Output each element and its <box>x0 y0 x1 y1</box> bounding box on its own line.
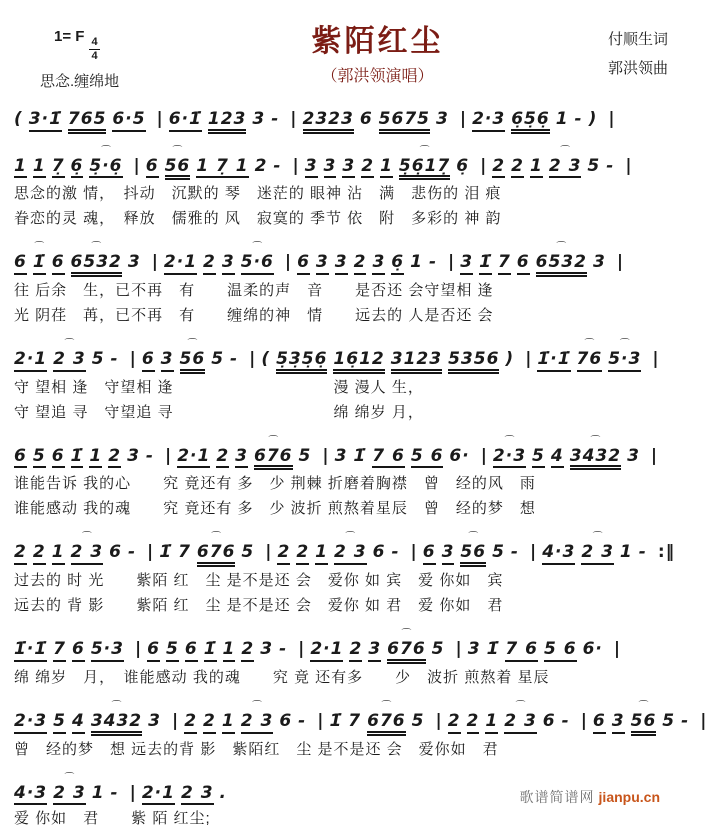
note-token: 2 <box>241 640 254 662</box>
barline: | <box>652 350 659 369</box>
note-token: :‖ <box>658 543 675 562</box>
note-token: 2 <box>203 253 216 275</box>
note-token: 2·1 <box>14 350 47 372</box>
note-token: - <box>111 784 119 803</box>
lyrics-line: 谁能感动 我的魂 究 竟还有 多 少 波折 煎熬着星辰 曾 经的梦 想 <box>14 497 668 520</box>
slur-arc: ⌒ <box>381 701 391 712</box>
slur-arc: ⌒ <box>420 146 430 157</box>
note-token: 2 <box>108 447 121 469</box>
barline: | <box>165 447 172 466</box>
barline: | <box>456 640 463 659</box>
note-token: 7 6 <box>372 447 405 469</box>
note-token: 2 <box>216 447 229 469</box>
note-token: 1̇·1̇ <box>537 350 570 372</box>
barline: | <box>147 543 154 562</box>
note-token: 3 <box>324 157 337 179</box>
note-token: 6 <box>593 712 606 734</box>
note-token: 3 <box>260 640 273 659</box>
note-token: 76 ⌒ <box>577 350 603 372</box>
note-token: 6532 ⌒ <box>71 253 122 277</box>
barline: | <box>130 784 137 803</box>
notes-row <box>14 339 668 374</box>
note-token: 5 <box>492 543 505 562</box>
note-token: 6 <box>147 640 160 662</box>
note-token: 676 ⌒ <box>387 640 426 664</box>
slur-arc: ⌒ <box>590 436 600 447</box>
note-token: 6 <box>297 253 310 275</box>
time-signature-top: 4 <box>89 37 99 50</box>
notes-row <box>14 629 668 664</box>
note-token: ) <box>505 350 514 369</box>
note-token: 1 <box>485 712 498 734</box>
site-url: jianpu.cn <box>599 789 660 805</box>
note-token: - <box>279 640 287 659</box>
header-left <box>14 16 179 91</box>
slur-arc: ⌒ <box>556 242 566 253</box>
notation-system <box>14 532 668 617</box>
barline: | <box>172 712 179 731</box>
note-token: - <box>639 543 647 562</box>
note-token: 2 <box>492 157 505 179</box>
note-token: 6532 ⌒ <box>536 253 587 277</box>
note-token: 6·1̇ <box>169 110 202 132</box>
slur-arc: ⌒ <box>111 701 121 712</box>
note-token: 5 <box>587 157 600 176</box>
note-token: 765 <box>68 110 107 134</box>
note-token: 6 <box>72 640 85 662</box>
note-token: 6·5 <box>112 110 145 132</box>
note-token: 2323 <box>303 110 354 134</box>
note-token: 3 <box>468 640 481 659</box>
note-token: - <box>271 110 279 129</box>
barline: | <box>448 253 455 272</box>
note-token: - <box>128 543 136 562</box>
lyrics-line: 往 后余 生，已不再 有 温柔的声 音 是否还 会守望相 逢 <box>14 279 668 302</box>
note-token: 5 <box>166 640 179 662</box>
notation-system <box>14 242 668 327</box>
note-token: - <box>391 543 399 562</box>
note-token: 1̇ <box>479 253 492 275</box>
note-token: 6 <box>146 157 159 179</box>
note-token: 3 <box>460 253 473 275</box>
lyrics-line: 守 望追 寻 守望追 寻 绵 绵岁 月， <box>14 401 668 424</box>
lyrics-line: 谁能告诉 我的心 究 竟还有 多 少 荆棘 折磨着胸襟 曾 经的风 雨 <box>14 472 668 495</box>
slur-arc: ⌒ <box>593 532 603 543</box>
note-token: 2 3 ⌒ <box>53 784 86 806</box>
note-token: 2 3 <box>181 784 214 806</box>
key-signature <box>14 28 179 62</box>
slur-arc: ⌒ <box>252 701 262 712</box>
lyrics-line: 过去的 时 光 紫陌 红 尘 是不是还 会 爱你 如 宾 爱 你如 宾 <box>14 569 668 592</box>
watermark <box>520 787 660 807</box>
slur-arc: ⌒ <box>211 532 221 543</box>
note-token: 4 <box>551 447 564 469</box>
note-token: 1 <box>620 543 633 562</box>
note-token: 3432 ⌒ <box>91 712 142 736</box>
note-token: 2 3 ⌒ <box>334 543 367 565</box>
notation-system <box>14 339 668 424</box>
note-token: - <box>681 712 689 731</box>
note-token: 3 <box>127 447 140 466</box>
note-token: 5 <box>412 712 425 731</box>
note-token: 6̣ <box>456 157 469 176</box>
slur-arc: ⌒ <box>560 146 570 157</box>
note-token: 3 <box>335 253 348 275</box>
note-token: 2·1 <box>310 640 343 662</box>
slur-arc: ⌒ <box>172 146 182 157</box>
barline: | <box>285 253 292 272</box>
note-token: 2 3 ⌒ <box>71 543 104 565</box>
barline: | <box>134 157 141 176</box>
note-token: 1 <box>89 447 102 469</box>
notes-row <box>14 701 668 736</box>
note-token: 5 <box>532 447 545 469</box>
note-token: 1 <box>92 784 105 803</box>
note-token: 5·6 ⌒ <box>241 253 274 275</box>
note-token: 4·3 <box>542 543 575 565</box>
slur-arc: ⌒ <box>620 339 630 350</box>
lyrics-line: 眷恋的灵 魂， 释放 儒雅的 风 寂寞的 季节 依 附 多彩的 神 韵 <box>14 207 668 230</box>
note-token: 3 <box>235 447 248 469</box>
time-signature <box>89 37 99 62</box>
lyrics-line: 绵 绵岁 月， 谁能感动 我的魂 究 竟 还有多 少 波折 煎熬着 星辰 <box>14 666 668 689</box>
header-credits <box>576 16 668 83</box>
barline: | <box>700 712 707 731</box>
note-token: 1 <box>530 157 543 179</box>
note-token: 5 <box>211 350 224 369</box>
note-token: 6 <box>52 253 65 275</box>
note-token: 7 <box>178 543 191 562</box>
barline: | <box>298 640 305 659</box>
note-token: 56 ⌒ <box>165 157 191 181</box>
barline: | <box>317 712 324 731</box>
note-token: 5 <box>432 640 445 659</box>
note-token: 3 <box>436 110 449 129</box>
slur-arc: ⌒ <box>638 701 648 712</box>
note-token: 3 <box>128 253 141 272</box>
note-token: 6 <box>543 712 556 731</box>
note-token: 7 <box>53 640 66 662</box>
note-token: 5356 <box>448 350 499 374</box>
note-token: 2·1 <box>177 447 210 469</box>
note-token: 6 <box>423 543 436 565</box>
lyrics-line: 爱 你如 君 紫 陌 红尘; <box>14 807 668 830</box>
performer-subtitle: （郭洪领演唱） <box>179 63 576 86</box>
barline: | <box>435 712 442 731</box>
note-token: 1 <box>14 157 27 179</box>
note-token: 2 <box>448 712 461 734</box>
slur-arc: ⌒ <box>64 339 74 350</box>
slur-arc: ⌒ <box>584 339 594 350</box>
score-body <box>14 99 668 830</box>
slur-arc: ⌒ <box>34 242 44 253</box>
note-token: 3 <box>161 350 174 372</box>
note-token: 2 3 ⌒ <box>241 712 274 734</box>
note-token: ( <box>14 110 23 129</box>
note-token: 676 ⌒ <box>367 712 406 736</box>
note-token: 56 ⌒ <box>631 712 657 736</box>
note-token: - <box>146 447 154 466</box>
note-token: 2 <box>33 543 46 565</box>
note-token: 2 3 ⌒ <box>581 543 614 565</box>
note-token: ) <box>589 110 598 129</box>
barline: | <box>135 640 142 659</box>
note-token: 2·1 <box>164 253 197 275</box>
note-token: 7 6 <box>505 640 538 662</box>
key-label: 1= F <box>54 28 84 45</box>
note-token: 1̇ <box>71 447 84 469</box>
notation-system <box>14 701 668 761</box>
note-token: 6 <box>360 110 373 129</box>
header-center <box>179 16 576 86</box>
note-token: 1 <box>223 640 236 662</box>
note-token: 5675 <box>379 110 430 134</box>
slur-arc: ⌒ <box>82 532 92 543</box>
note-token: 16̣12 <box>333 350 384 374</box>
note-token: 5 <box>33 447 46 469</box>
lyricist-credit: 付顺生词 <box>576 26 668 55</box>
note-token: 3 <box>316 253 329 275</box>
note-token: 1 <box>33 157 46 179</box>
note-token: - <box>298 712 306 731</box>
note-token: 2 <box>277 543 290 565</box>
note-token: 1̇·1̇ <box>14 640 47 662</box>
note-token: 1̇ <box>487 640 500 659</box>
note-token: 2 <box>296 543 309 565</box>
note-token: 1 <box>380 157 393 179</box>
note-token: 3 <box>252 110 265 129</box>
note-token: 2 <box>14 543 27 565</box>
barline: | <box>530 543 537 562</box>
notation-system <box>14 436 668 521</box>
note-token: 3 <box>627 447 640 466</box>
note-token: 56 ⌒ <box>460 543 486 567</box>
song-title: 紫陌红尘 <box>179 16 576 60</box>
note-token: 5 6 <box>544 640 577 662</box>
note-token: 1̇ <box>204 640 217 662</box>
barline: | <box>608 110 615 129</box>
note-token: 1̇ <box>329 712 342 731</box>
note-token: 6 <box>517 253 530 275</box>
note-token: 6̣5̣6̣ <box>511 110 550 134</box>
note-token: 6 <box>142 350 155 372</box>
note-token: 6 <box>373 543 386 562</box>
note-token: 2 <box>203 712 216 734</box>
note-token: 3 <box>612 712 625 734</box>
note-token: 2·3 <box>472 110 505 132</box>
note-token: 2 <box>361 157 374 179</box>
note-token: 1 <box>222 712 235 734</box>
slur-arc: ⌒ <box>252 242 262 253</box>
note-token: 3 <box>372 253 385 275</box>
note-token: 5·3 ⌒ <box>608 350 641 372</box>
note-token: 6· <box>449 447 469 466</box>
note-token: 676 ⌒ <box>254 447 293 471</box>
barline: | <box>130 350 137 369</box>
barline: | <box>525 350 532 369</box>
barline: | <box>581 712 588 731</box>
lyrics-line: 曾 经的梦 想 远去的背 影 紫陌红 尘 是不是还 会 爱你如 君 <box>14 738 668 761</box>
slur-arc: ⌒ <box>468 532 478 543</box>
note-token: 2·3 ⌒ <box>493 447 526 469</box>
slur-arc: ⌒ <box>91 242 101 253</box>
barline: | <box>617 253 624 272</box>
note-token: . <box>220 784 227 803</box>
time-signature-bottom: 4 <box>91 50 97 62</box>
notes-row <box>14 436 668 471</box>
note-token: 3 <box>368 640 381 662</box>
note-token: - <box>606 157 614 176</box>
note-token: 2·1 <box>142 784 175 806</box>
site-name: 歌谱简谱网 <box>520 789 595 805</box>
note-token: 3 <box>342 157 355 179</box>
note-token: 2 <box>349 640 362 662</box>
note-token: 5̣·6̣ ⌒ <box>89 157 122 179</box>
note-token: 1̇ <box>353 447 366 466</box>
note-token: 6 <box>52 447 65 469</box>
note-token: 3·1̇ <box>29 110 62 132</box>
note-token: - <box>429 253 437 272</box>
composer-credit: 郭洪领曲 <box>576 55 668 84</box>
barline: | <box>322 447 329 466</box>
notes-row <box>14 99 668 134</box>
note-token: 1 <box>410 253 423 272</box>
note-token: 4 <box>72 712 85 734</box>
note-token: 2 <box>255 157 268 176</box>
score-header <box>14 16 668 91</box>
note-token: 6̣ <box>391 253 404 275</box>
note-token: 6 <box>185 640 198 662</box>
slur-arc: ⌒ <box>187 339 197 350</box>
barline: | <box>460 110 467 129</box>
note-token: 1 7̣ 1 <box>196 157 248 179</box>
note-token: 2 3 ⌒ <box>504 712 537 734</box>
note-token: ( <box>261 350 270 369</box>
note-token: 3 <box>442 543 455 565</box>
note-token: 4·3 <box>14 784 47 806</box>
lyrics-line: 思念的激 情， 抖动 沉默的 琴 迷茫的 眼神 沾 满 悲伤的 泪 痕 <box>14 182 668 205</box>
note-token: 3123 <box>391 350 442 374</box>
notes-row <box>14 532 668 567</box>
note-token: 5 <box>92 350 105 369</box>
note-token: 676 ⌒ <box>197 543 236 567</box>
note-token: 2·3 <box>14 712 47 734</box>
note-token: 6 <box>14 447 27 469</box>
notation-system <box>14 629 668 689</box>
lyrics-line: 远去的 背 影 紫陌 红 尘 是不是还 会 爱你 如 君 爱 你如 君 <box>14 594 668 617</box>
note-token: 2 <box>184 712 197 734</box>
note-token: - <box>273 157 281 176</box>
lyrics-line: 守 望相 逢 守望相 逢 漫 漫人 生， <box>14 376 668 399</box>
note-token: 5 6 <box>411 447 444 469</box>
note-token: 3 <box>222 253 235 275</box>
note-token: 5 <box>299 447 312 466</box>
barline: | <box>292 157 299 176</box>
barline: | <box>651 447 658 466</box>
note-token: 5 <box>662 712 675 731</box>
note-token: 6 <box>14 253 27 275</box>
slur-arc: ⌒ <box>401 629 411 640</box>
barline: | <box>249 350 256 369</box>
note-token: 2 <box>511 157 524 179</box>
note-token: 5·3 <box>91 640 124 662</box>
tempo-mood-marking: 思念.缠绵地 <box>14 70 179 91</box>
barline: | <box>625 157 632 176</box>
slur-arc: ⌒ <box>504 436 514 447</box>
note-token: 6· <box>583 640 603 659</box>
notes-row <box>14 242 668 277</box>
note-token: 6 <box>109 543 122 562</box>
barline: | <box>152 253 159 272</box>
barline: | <box>290 110 297 129</box>
barline: | <box>265 543 272 562</box>
note-token: 3 <box>593 253 606 272</box>
note-token: 2 3 ⌒ <box>549 157 582 179</box>
slur-arc: ⌒ <box>101 146 111 157</box>
note-token: 6 <box>279 712 292 731</box>
barline: | <box>157 110 164 129</box>
note-token: - <box>575 110 583 129</box>
note-token: 3 <box>305 157 318 179</box>
note-token: - <box>562 712 570 731</box>
barline: | <box>411 543 418 562</box>
note-token: 2 <box>467 712 480 734</box>
note-token: - <box>111 350 119 369</box>
slur-arc: ⌒ <box>345 532 355 543</box>
note-token: - <box>511 543 519 562</box>
slur-arc: ⌒ <box>516 701 526 712</box>
note-token: 3 <box>148 712 161 731</box>
barline: | <box>481 447 488 466</box>
note-token: 1 <box>52 543 65 565</box>
note-token: 1̇ <box>159 543 172 562</box>
note-token: 6̣ <box>71 157 84 179</box>
notation-system <box>14 146 668 231</box>
note-token: 2 <box>354 253 367 275</box>
note-token: 56 ⌒ <box>180 350 206 374</box>
note-token: 1 <box>556 110 569 129</box>
note-token: 1̇ ⌒ <box>33 253 46 275</box>
note-token: 123 <box>208 110 247 134</box>
barline: | <box>480 157 487 176</box>
note-token: 1 <box>315 543 328 565</box>
slur-arc: ⌒ <box>64 773 74 784</box>
note-token: - <box>230 350 238 369</box>
note-token: 3 <box>335 447 348 466</box>
note-token: 5 <box>241 543 254 562</box>
note-token: 7̣ <box>52 157 65 179</box>
slur-arc: ⌒ <box>268 436 278 447</box>
note-token: 3432 ⌒ <box>570 447 621 471</box>
note-token: 2 3 ⌒ <box>53 350 86 372</box>
notes-row <box>14 146 668 181</box>
notation-system <box>14 99 668 134</box>
note-token: 7 <box>498 253 511 275</box>
note-token: 5 <box>53 712 66 734</box>
note-token: 7 <box>348 712 361 731</box>
lyrics-line: 光 阴荏 苒，已不再 有 缠绵的神 情 远去的 人是否还 会 <box>14 304 668 327</box>
barline: | <box>614 640 621 659</box>
note-token: 5̣6̣17̣ ⌒ <box>399 157 450 181</box>
note-token: 5̣3̣5̣6̣ <box>276 350 327 374</box>
